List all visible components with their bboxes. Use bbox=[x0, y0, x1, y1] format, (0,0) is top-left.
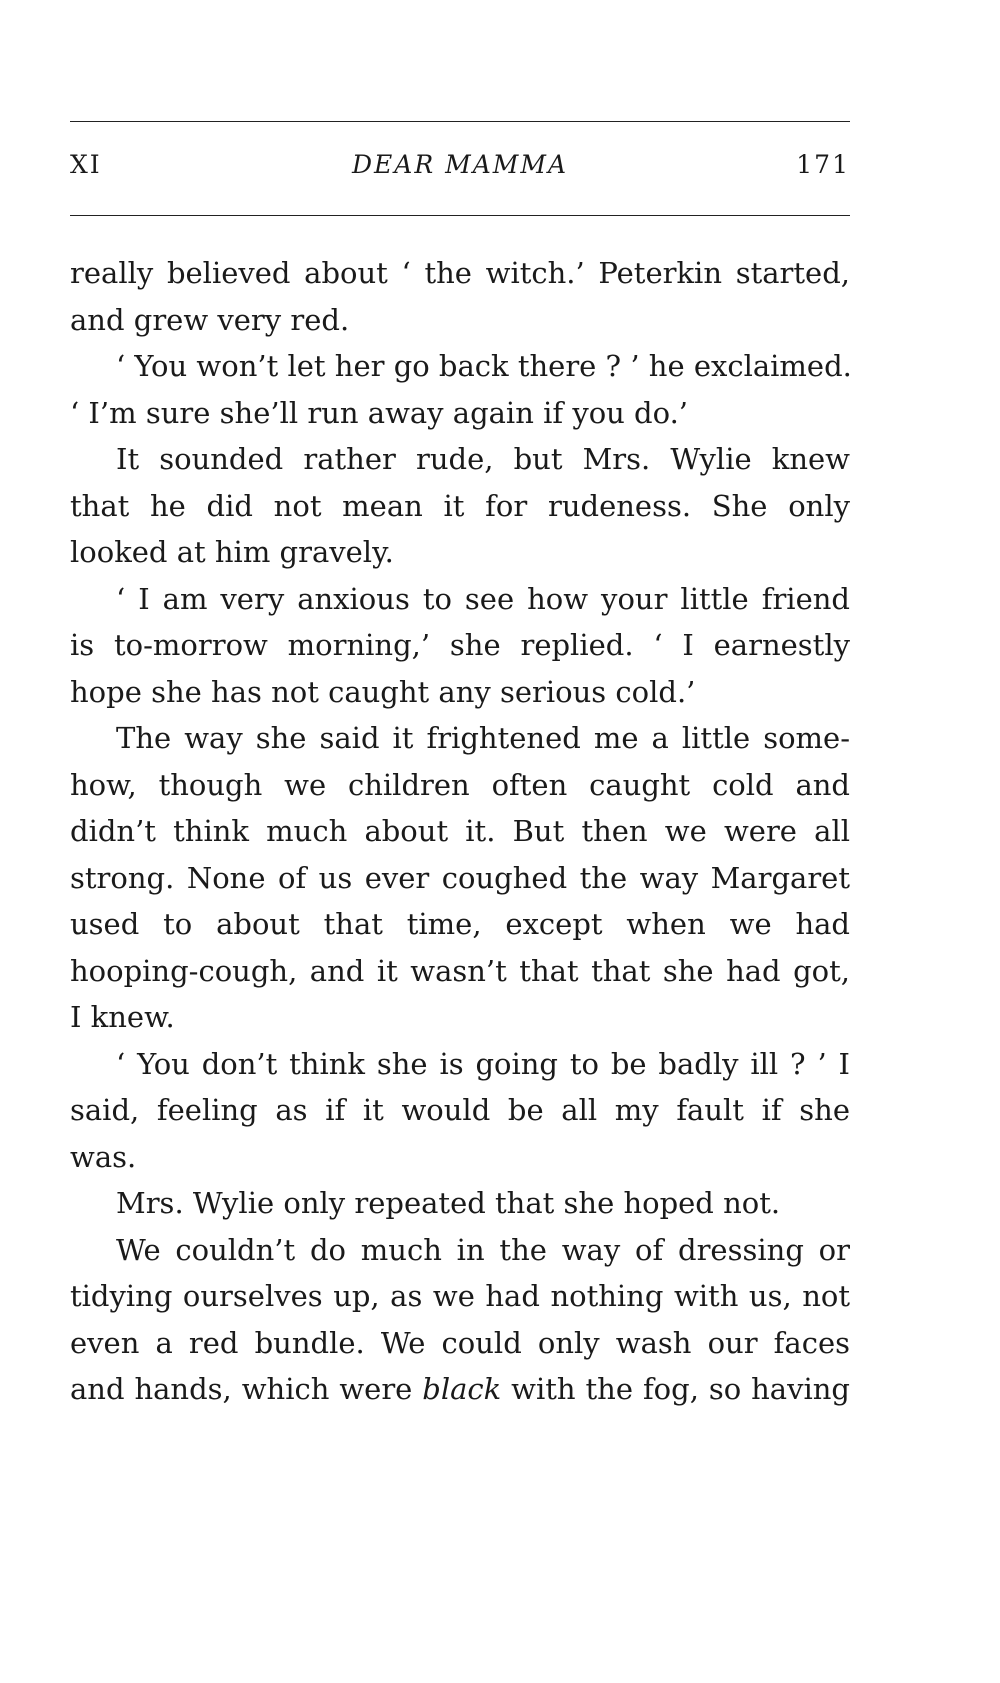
text-line-final bbox=[70, 1366, 850, 1413]
chapter-number: XI bbox=[70, 150, 102, 179]
running-title: DEAR MAMMA bbox=[351, 150, 569, 179]
final-line-start: and hands, which were bbox=[70, 1372, 423, 1406]
text-line: is to-morrow morning,’ she replied. ‘ I earnestly bbox=[70, 628, 850, 662]
final-line-end: with the fog, so having bbox=[501, 1372, 850, 1406]
text-line: ‘ I am very anxious to see how your little friend bbox=[116, 581, 850, 616]
body-text bbox=[70, 250, 850, 1413]
text-line: ‘ I’m sure she’ll run away again if you do.’ bbox=[70, 395, 689, 430]
running-header bbox=[70, 150, 850, 190]
text-line: hooping-cough, and it wasn’t that that she had got, bbox=[70, 953, 850, 988]
text-line: hope she has not caught any serious cold.’ bbox=[70, 674, 696, 709]
text-line: and grew very red. bbox=[70, 302, 350, 337]
text-line: looked at him gravely. bbox=[70, 535, 394, 569]
text-line: I knew. bbox=[70, 1000, 175, 1034]
emphasized-word: black bbox=[422, 1372, 502, 1406]
text-line: tidying ourselves up, as we had nothing with us, not bbox=[70, 1279, 850, 1313]
text-line: strong. None of us ever coughed the way Margaret bbox=[70, 860, 850, 895]
text-line: said, feeling as if it would be all my fault if she bbox=[70, 1093, 850, 1127]
text-line: It sounded rather rude, but Mrs. Wylie knew bbox=[116, 442, 850, 476]
text-line: even a red bundle. We could only wash our faces bbox=[70, 1325, 850, 1360]
text-line: that he did not mean it for rudeness. She only bbox=[70, 488, 850, 523]
text-line: used to about that time, except when we had bbox=[70, 907, 850, 941]
header-top-rule bbox=[70, 121, 850, 122]
text-line: We couldn’t do much in the way of dressing or bbox=[116, 1232, 850, 1267]
header-bottom-rule bbox=[70, 215, 850, 216]
text-line: ‘ You won’t let her go back there ? ’ he exclaimed. bbox=[116, 349, 852, 383]
text-line: really believed about ‘ the witch.’ Peterkin started, bbox=[70, 256, 850, 290]
text-line: was. bbox=[70, 1139, 137, 1174]
text-line: how, though we children often caught cold and bbox=[70, 767, 850, 802]
text-line: The way she said it frightened me a little some- bbox=[116, 721, 850, 755]
page-number: 171 bbox=[796, 150, 850, 179]
text-line: Mrs. Wylie only repeated that she hoped not. bbox=[116, 1186, 781, 1220]
text-line: ‘ You don’t think she is going to be badly ill ? ’ I bbox=[116, 1046, 850, 1081]
text-line: didn’t think much about it. But then we were all bbox=[70, 814, 850, 848]
book-page bbox=[70, 0, 850, 1683]
